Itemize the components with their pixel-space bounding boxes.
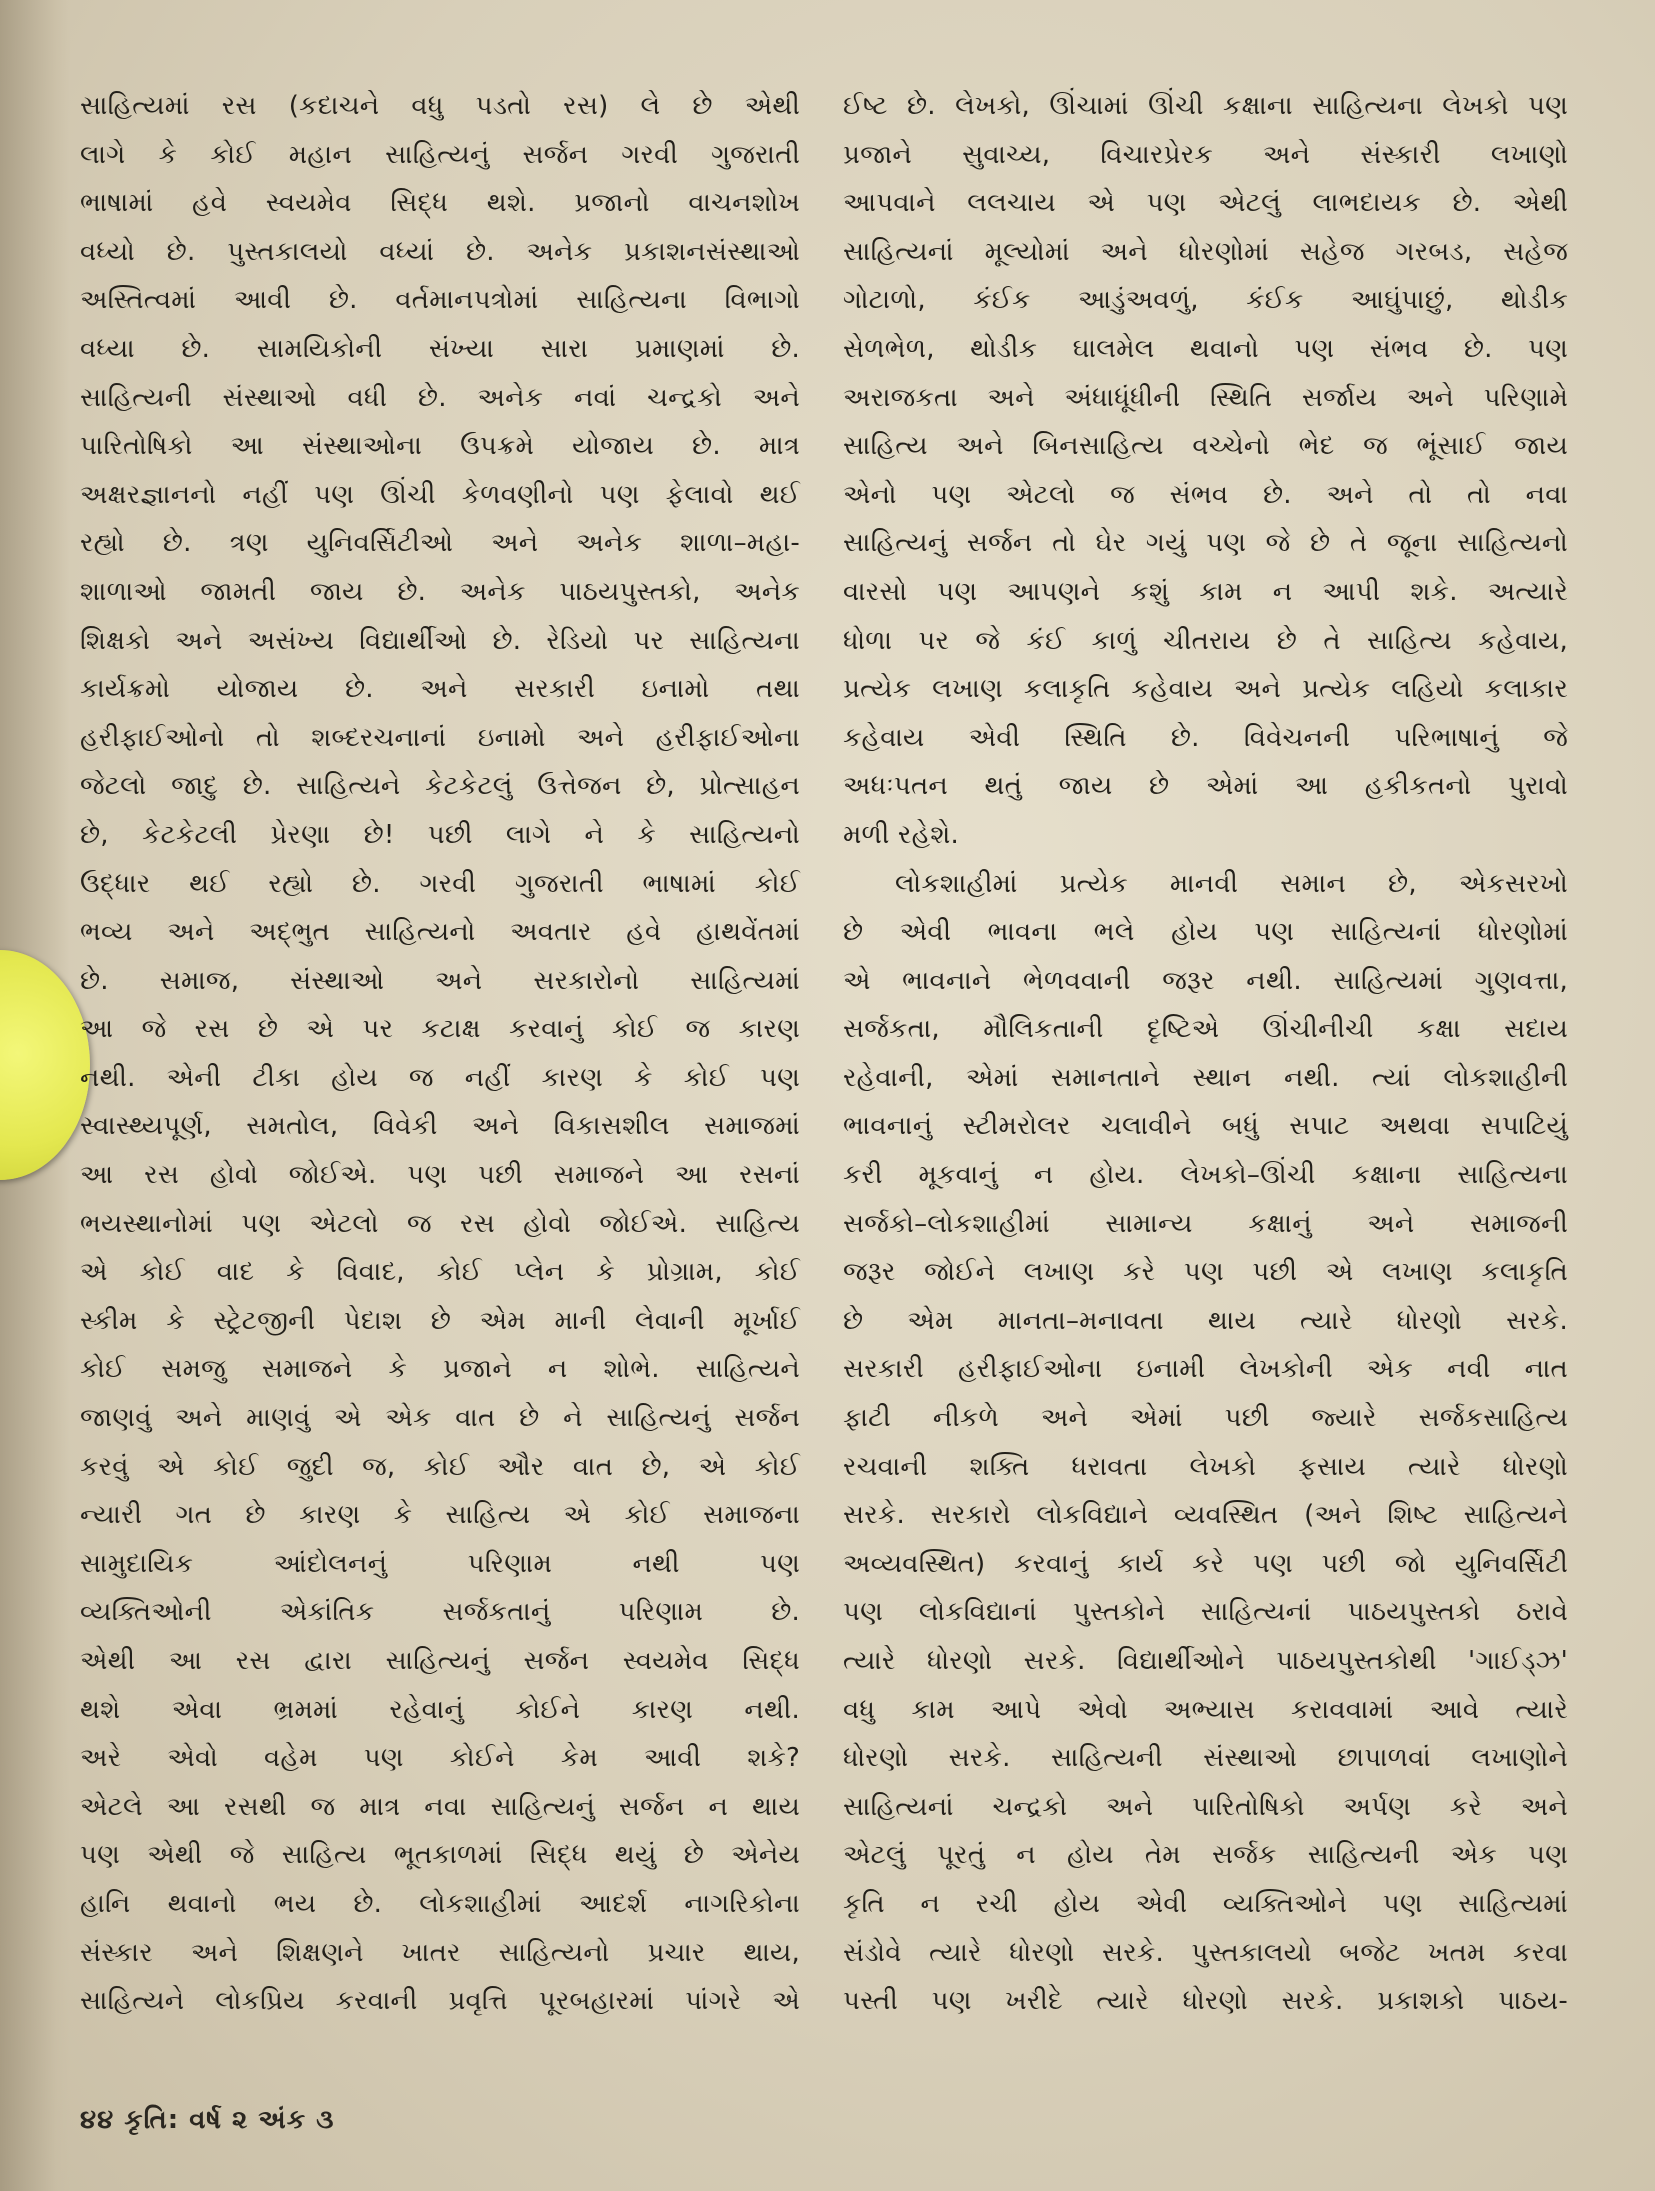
text-line: અરે એવો વહેમ પણ કોઈને કેમ આવી શકે?: [80, 1743, 800, 1774]
text-line: લાગે કે કોઈ મહાન સાહિત્યનું સર્જન ગરવી ગુજરાતી: [80, 139, 800, 170]
yellow-paper-clip: [0, 950, 90, 1180]
text-line: પસ્તી પણ ખરીદે ત્યારે ધોરણો સરકે. પ્રકાશકો પાઠય-: [843, 1986, 1568, 2017]
text-line: ધોરણો સરકે. સાહિત્યની સંસ્થાઓ છાપાળવાં લખાણોને: [843, 1743, 1568, 1774]
text-line: ઉદ્ધાર થઈ રહ્યો છે. ગરવી ગુજરાતી ભાષામાં કોઈ: [80, 868, 800, 899]
text-line: આ રસ હોવો જોઈએ. પણ પછી સમાજને આ રસનાં: [80, 1160, 800, 1191]
text-line: સાહિત્યનાં મૂલ્યોમાં અને ધોરણોમાં સહેજ ગરબડ, સહેજ: [843, 236, 1568, 267]
text-line: પારિતોષિકો આ સંસ્થાઓના ઉપક્રમે યોજાય છે. માત્ર: [80, 431, 800, 462]
text-line: ભયસ્થાનોમાં પણ એટલો જ રસ હોવો જોઈએ. સાહિત્ય: [80, 1208, 800, 1239]
text-line: રહ્યો છે. ત્રણ યુનિવર્સિટીઓ અને અનેક શાળા–મહા-: [80, 528, 800, 559]
text-line: ગોટાળો, કંઈક આડુંઅવળું, કંઈક આઘુંપાછું, થોડીક: [843, 285, 1568, 316]
right-text-column: [843, 82, 1568, 2026]
text-line: સાહિત્યનાં ચન્દ્રકો અને પારિતોષિકો અર્પણ કરે અને: [843, 1791, 1568, 1822]
text-line: સ્વાસ્થ્યપૂર્ણ, સમતોલ, વિવેકી અને વિકાસશીલ સમાજમાં: [80, 1111, 800, 1142]
text-line: શિક્ષકો અને અસંખ્ય વિદ્યાર્થીઓ છે. રેડિયો પર સાહિત્યના: [80, 625, 800, 656]
text-line: પ્રજાને સુવાચ્ય, વિચારપ્રેરક અને સંસ્કારી લખાણો: [843, 139, 1568, 170]
text-line: સંસ્કાર અને શિક્ષણને ખાતર સાહિત્યનો પ્રચાર થાય,: [80, 1937, 800, 1968]
text-line: પ્રત્યેક લખાણ કલાકૃતિ કહેવાય અને પ્રત્યેક લહિયો કલાકાર: [843, 674, 1568, 705]
text-line: સ્કીમ કે સ્ટ્રેટજીની પેદાશ છે એમ માની લેવાની મૂર્ખાઈ: [80, 1305, 800, 1336]
text-line: શાળાઓ જામતી જાય છે. અનેક પાઠયપુસ્તકો, અનેક: [80, 576, 800, 607]
text-line: સર્જકતા, મૌલિકતાની દૃષ્ટિએ ઊંચીનીચી કક્ષા સદાય: [843, 1014, 1568, 1045]
page-footer: ૪૪ કૃતિ: વર્ષ ૨ અંક ૩: [80, 2105, 335, 2135]
text-line: ભાષામાં હવે સ્વયમેવ સિદ્ધ થશે. પ્રજાનો વાચનશોખ: [80, 188, 800, 219]
text-line: અસ્તિત્વમાં આવી છે. વર્તમાનપત્રોમાં સાહિત્યના વિભાગો: [80, 285, 800, 316]
text-line: કરી મૂકવાનું ન હોય. લેખકો–ઊંચી કક્ષાના સાહિત્યના: [843, 1160, 1568, 1191]
text-line: અરાજકતા અને અંધાધૂંધીની સ્થિતિ સર્જાય અને પરિણામે: [843, 382, 1568, 413]
text-line: અધઃપતન થતું જાય છે એમાં આ હકીકતનો પુરાવો: [843, 771, 1568, 802]
text-line: કોઈ સમજુ સમાજને કે પ્રજાને ન શોભે. સાહિત્યને: [80, 1354, 800, 1385]
text-line: છે, કેટકેટલી પ્રેરણા છે! પછી લાગે ને કે સાહિત્યનો: [80, 819, 800, 850]
text-line: વ્યક્તિઓની એકાંતિક સર્જકતાનું પરિણામ છે.: [80, 1597, 800, 1628]
text-line: સરકે. સરકારો લોકવિદ્યાને વ્યવસ્થિત (અને શિષ્ટ સાહિત્યને: [843, 1500, 1568, 1531]
text-line: મળી રહેશે.: [843, 819, 959, 850]
text-line: છે. સમાજ, સંસ્થાઓ અને સરકારોનો સાહિત્યમાં: [80, 965, 800, 996]
text-line: ફાટી નીકળે અને એમાં પછી જ્યારે સર્જકસાહિત્ય: [843, 1403, 1568, 1434]
text-line: એ ભાવનાને ભેળવવાની જરૂર નથી. સાહિત્યમાં ગુણવત્તા,: [843, 965, 1568, 996]
text-line: પણ લોકવિદ્યાનાં પુસ્તકોને સાહિત્યનાં પાઠયપુસ્તકો ઠરાવે: [843, 1597, 1568, 1628]
text-line: નથી. એની ટીકા હોય જ નહીં કારણ કે કોઈ પણ: [80, 1062, 800, 1093]
text-line: હરીફાઈઓનો તો શબ્દરચનાનાં ઇનામો અને હરીફાઈઓના: [80, 722, 800, 753]
text-line: રચવાની શક્તિ ધરાવતા લેખકો ફસાય ત્યારે ધોરણો: [843, 1451, 1568, 1482]
text-line: જરૂર જોઈને લખાણ કરે પણ પછી એ લખાણ કલાકૃતિ: [843, 1257, 1568, 1288]
text-line: ધોળા પર જે કંઈ કાળું ચીતરાય છે તે સાહિત્ય કહેવાય,: [843, 625, 1568, 656]
text-line: કૃતિ ન રચી હોય એવી વ્યક્તિઓને પણ સાહિત્યમાં: [843, 1888, 1568, 1919]
text-line: સાહિત્યની સંસ્થાઓ વધી છે. અનેક નવાં ચન્દ્રકો અને: [80, 382, 800, 413]
text-line: વધ્યો છે. પુસ્તકાલયો વધ્યાં છે. અનેક પ્રકાશનસંસ્થાઓ: [80, 236, 800, 267]
text-line: અક્ષરજ્ઞાનનો નહીં પણ ઊંચી કેળવણીનો પણ ફેલાવો થઈ: [80, 479, 800, 510]
text-line: લોકશાહીમાં પ્રત્યેક માનવી સમાન છે, એકસરખો: [895, 868, 1568, 899]
text-line: જેટલો જાદુ છે. સાહિત્યને કેટકેટલું ઉત્તેજન છે, પ્રોત્સાહન: [80, 771, 800, 802]
text-line: આ જે રસ છે એ પર કટાક્ષ કરવાનું કોઈ જ કારણ: [80, 1014, 800, 1045]
text-line: એનો પણ એટલો જ સંભવ છે. અને તો તો નવા: [843, 479, 1568, 510]
text-line: કરવું એ કોઈ જુદી જ, કોઈ ઔર વાત છે, એ કોઈ: [80, 1451, 800, 1482]
text-line: સંડોવે ત્યારે ધોરણો સરકે. પુસ્તકાલયો બજેટ ખતમ કરવા: [843, 1937, 1568, 1968]
text-line: સાહિત્યમાં રસ (કદાચને વધુ પડતો રસ) લે છે એથી: [80, 91, 800, 121]
text-line: પણ એથી જે સાહિત્ય ભૂતકાળમાં સિદ્ધ થયું છે એનેય: [80, 1840, 800, 1871]
text-line: રહેવાની, એમાં સમાનતાને સ્થાન નથી. ત્યાં લોકશાહીની: [843, 1062, 1568, 1093]
text-line: જાણવું અને માણવું એ એક વાત છે ને સાહિત્યનું સર્જન: [80, 1403, 800, 1434]
text-line: સર્જકો–લોકશાહીમાં સામાન્ય કક્ષાનું અને સમાજની: [843, 1208, 1568, 1239]
text-line: સાહિત્યનું સર્જન તો ઘેર ગયું પણ જે છે તે જૂના સાહિત્યનો: [843, 528, 1568, 559]
text-line: સેળભેળ, થોડીક ઘાલમેલ થવાનો પણ સંભવ છે. પણ: [843, 333, 1568, 364]
text-line: સરકારી હરીફાઈઓના ઇનામી લેખકોની એક નવી નાત: [843, 1354, 1568, 1385]
text-line: ભાવનાનું સ્ટીમરોલર ચલાવીને બધું સપાટ અથવા સપાટિયું: [843, 1111, 1568, 1142]
text-line: એથી આ રસ દ્વારા સાહિત્યનું સર્જન સ્વયમેવ સિદ્ધ: [80, 1646, 800, 1676]
text-line: કાર્યક્રમો યોજાય છે. અને સરકારી ઇનામો તથા: [80, 674, 800, 705]
text-line: સામુદાયિક આંદોલનનું પરિણામ નથી પણ: [80, 1548, 800, 1579]
text-line: વધ્યા છે. સામયિકોની સંખ્યા સારા પ્રમાણમાં છે.: [80, 333, 800, 364]
text-line: સાહિત્યને લોકપ્રિય કરવાની પ્રવૃત્તિ પૂરબહારમાં પાંગરે એ: [80, 1986, 800, 2017]
text-line: હાનિ થવાનો ભય છે. લોકશાહીમાં આદર્શ નાગરિકોના: [80, 1888, 800, 1919]
text-line: અવ્યવસ્થિત) કરવાનું કાર્ય કરે પણ પછી જો યુનિવર્સિટી: [843, 1548, 1568, 1579]
text-line: એ કોઈ વાદ કે વિવાદ, કોઈ પ્લેન કે પ્રોગ્રામ, કોઈ: [80, 1257, 800, 1288]
text-line: છે એવી ભાવના ભલે હોય પણ સાહિત્યનાં ધોરણોમાં: [843, 917, 1568, 948]
text-line: છે એમ માનતા–મનાવતા થાય ત્યારે ધોરણો સરકે.: [843, 1305, 1568, 1336]
text-line: ન્યારી ગત છે કારણ કે સાહિત્ય એ કોઈ સમાજના: [80, 1500, 800, 1531]
text-line: આપવાને લલચાય એ પણ એટલું લાભદાયક છે. એથી: [843, 188, 1568, 219]
text-line: સાહિત્ય અને બિનસાહિત્ય વચ્ચેનો ભેદ જ ભૂંસાઈ જાય: [843, 431, 1568, 462]
text-line: થશે એવા ભ્રમમાં રહેવાનું કોઈને કારણ નથી.: [80, 1694, 800, 1725]
text-line: વારસો પણ આપણને કશું કામ ન આપી શકે. અત્યારે: [843, 576, 1568, 607]
text-line: ઈષ્ટ છે. લેખકો, ઊંચામાં ઊંચી કક્ષાના સાહિત્યના લેખકો પણ: [843, 91, 1568, 121]
left-text-column: [80, 82, 800, 2026]
text-line: ત્યારે ધોરણો સરકે. વિદ્યાર્થીઓને પાઠયપુસ્તકોથી 'ગાઈડ્ઝ': [843, 1646, 1568, 1676]
text-line: એટલે આ રસથી જ માત્ર નવા સાહિત્યનું સર્જન ન થાય: [80, 1791, 800, 1822]
text-line: વધુ કામ આપે એવો અભ્યાસ કરાવવામાં આવે ત્યારે: [843, 1694, 1568, 1725]
text-line: ભવ્ય અને અદ્ભુત સાહિત્યનો અવતાર હવે હાથવેંતમાં: [80, 917, 800, 948]
text-line: કહેવાય એવી સ્થિતિ છે. વિવેચનની પરિભાષાનું જે: [843, 722, 1568, 753]
text-line: એટલું પૂરતું ન હોય તેમ સર્જક સાહિત્યની એક પણ: [843, 1840, 1568, 1871]
